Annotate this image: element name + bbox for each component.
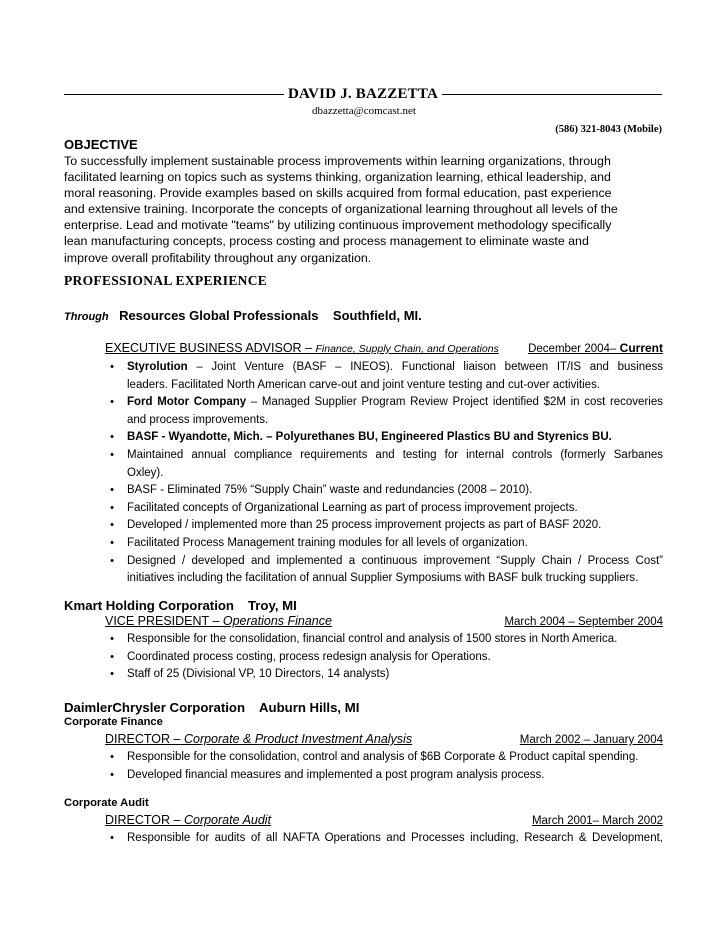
list-item bbox=[105, 666, 663, 684]
bullet-glyph: • bbox=[110, 768, 114, 781]
bullet-line: Facilitated concepts of Organizational Learning as part of process improvement projects. bbox=[127, 501, 578, 514]
list-item bbox=[105, 535, 663, 553]
title-text: DIRECTOR bbox=[105, 732, 171, 746]
position-title bbox=[105, 614, 332, 628]
bullet-line: Maintained annual compliance requirements and testing for internal controls (formerly Sarbanes bbox=[127, 448, 663, 461]
bullet-bold-text: Styrolution bbox=[127, 361, 188, 373]
bullet-glyph: • bbox=[110, 668, 114, 681]
list-item bbox=[105, 649, 663, 667]
list-item bbox=[105, 482, 663, 500]
title-dash: – bbox=[301, 341, 316, 355]
bullet-glyph: • bbox=[110, 650, 114, 663]
bullet-line: Staff of 25 (Divisional VP, 10 Directors, 14 analysts) bbox=[127, 668, 390, 681]
list-item bbox=[105, 517, 663, 535]
candidate-name: DAVID J. BAZZETTA bbox=[288, 85, 438, 102]
bullet-line: Facilitated Process Management training modules for all levels of organization. bbox=[127, 536, 528, 549]
position-director-finance bbox=[105, 732, 663, 746]
list-item bbox=[105, 429, 663, 447]
employer-name: Kmart Holding Corporation bbox=[64, 598, 234, 613]
title-text: EXECUTIVE BUSINESS ADVISOR bbox=[105, 341, 302, 355]
employer-location: Auburn Hills, MI bbox=[259, 700, 360, 715]
title-text: VICE PRESIDENT bbox=[105, 614, 209, 628]
objective-heading: OBJECTIVE bbox=[64, 137, 138, 152]
list-item bbox=[105, 749, 663, 767]
bullet-list-resources bbox=[105, 359, 663, 588]
bullet-line: Responsible for the consolidation, control and analysis of $6B Corporate & Product capital spending. bbox=[127, 751, 639, 763]
objective-line: facilitated learning on topics such as systems thinking, organization learning, ethical leadership, and bbox=[64, 170, 611, 185]
list-item bbox=[105, 830, 663, 848]
bullet-list-corporate-audit bbox=[105, 830, 663, 848]
bullet-line bbox=[127, 394, 663, 412]
title-dash: – bbox=[170, 813, 184, 827]
bullet-glyph: • bbox=[110, 361, 114, 373]
bullet-line: leaders. Facilitated North American carve-out and joint venture testing and cut-over activities. bbox=[127, 378, 601, 391]
dates-start: December 2004– bbox=[528, 343, 617, 355]
bullet-line: Developed / implemented more than 25 process improvement projects as part of BASF 2020. bbox=[127, 519, 602, 532]
bullet-text: – Managed Supplier Program Review Project identified $2M in cost recoveries bbox=[246, 396, 663, 409]
phone-number: (586) 321-8043 (Mobile) bbox=[555, 124, 662, 135]
position-vice-president bbox=[105, 614, 663, 628]
list-item bbox=[105, 447, 663, 482]
division-corporate-audit: Corporate Audit bbox=[64, 797, 149, 809]
bullet-line bbox=[127, 359, 663, 377]
bullet-glyph: • bbox=[110, 396, 114, 409]
position-department: Operations Finance bbox=[222, 614, 332, 628]
objective-line: enterprise. Lead and motivate "teams" by utilizing continuous improvement methodology specifically bbox=[64, 218, 612, 233]
bullet-glyph: • bbox=[110, 519, 114, 532]
bullet-glyph: • bbox=[110, 431, 114, 444]
position-title bbox=[105, 732, 412, 746]
header-rule-right bbox=[442, 94, 662, 95]
bullet-glyph: • bbox=[110, 832, 114, 844]
position-executive-advisor bbox=[105, 341, 663, 355]
list-item bbox=[105, 394, 663, 429]
bullet-line: initiatives including the facilitation of annual Supplier Symposiums with BASF bulk trucking suppliers. bbox=[127, 572, 639, 585]
employer-name: Resources Global Professionals bbox=[119, 308, 319, 323]
employer-name: DaimlerChrysler Corporation bbox=[64, 700, 246, 715]
position-dates bbox=[528, 341, 663, 355]
through-label: Through bbox=[64, 311, 109, 323]
objective-line: lean manufacturing concepts, process costing and process management to eliminate waste and bbox=[64, 234, 589, 249]
list-item bbox=[105, 631, 663, 649]
position-department: Corporate & Product Investment Analysis bbox=[183, 732, 413, 746]
bullet-glyph: • bbox=[110, 484, 114, 497]
bullet-line bbox=[127, 429, 663, 447]
list-item bbox=[105, 500, 663, 518]
bullet-bold-text: BASF - Wyandotte, Mich. – Polyurethanes BU, Engineered Plastics BU and Styrenics BU. bbox=[127, 431, 612, 444]
position-department: Corporate Audit bbox=[183, 813, 272, 827]
bullet-text: – Joint Venture (BASF – INEOS). Functional liaison between IT/IS and business bbox=[187, 361, 663, 373]
list-item bbox=[105, 767, 663, 785]
objective-line: and extensive training. Incorporate the concepts of organizational learning throughout all levels of the bbox=[64, 202, 618, 217]
position-title bbox=[105, 813, 271, 827]
employer-location: Troy, MI bbox=[247, 598, 297, 613]
bullet-line: Designed / developed and implemented a continuous improvement “Supply Chain / Process Cost” bbox=[127, 554, 663, 567]
name-header bbox=[64, 84, 662, 104]
bullet-list-kmart bbox=[105, 631, 663, 684]
bullet-line: and process improvements. bbox=[127, 413, 269, 426]
list-item bbox=[105, 359, 663, 394]
bullet-line: BASF - Eliminated 75% “Supply Chain” waste and redundancies (2008 – 2010). bbox=[127, 484, 533, 497]
bullet-line: Responsible for audits of all NAFTA Operations and Processes including, Research & Development, bbox=[127, 832, 663, 844]
title-dash: – bbox=[170, 732, 184, 746]
bullet-line: Developed financial measures and implemented a post program analysis process. bbox=[127, 768, 545, 781]
employer-location: Southfield, MI. bbox=[332, 308, 422, 323]
position-dates: March 2004 – September 2004 bbox=[504, 616, 663, 628]
position-director-audit bbox=[105, 813, 663, 827]
bullet-list-corporate-finance bbox=[105, 749, 663, 784]
objective-line: To successfully implement sustainable process improvements within learning organizations, through bbox=[64, 154, 611, 168]
bullet-glyph: • bbox=[110, 554, 114, 567]
bullet-glyph: • bbox=[110, 501, 114, 514]
objective-line: improve overall profitability throughout any organization. bbox=[64, 250, 372, 265]
dates-end: Current bbox=[616, 341, 663, 355]
employer-daimlerchrysler bbox=[64, 700, 359, 715]
bullet-glyph: • bbox=[110, 633, 114, 645]
bullet-bold-text: Ford Motor Company bbox=[127, 396, 247, 409]
position-dates: March 2002 – January 2004 bbox=[519, 734, 663, 746]
title-text: DIRECTOR bbox=[105, 813, 171, 827]
bullet-line: Responsible for the consolidation, financial control and analysis of 1500 stores in North America. bbox=[127, 633, 618, 645]
bullet-glyph: • bbox=[110, 536, 114, 549]
header-rule-left bbox=[64, 94, 284, 95]
experience-heading: PROFESSIONAL EXPERIENCE bbox=[64, 273, 268, 288]
position-department: Finance, Supply Chain, and Operations bbox=[315, 343, 499, 355]
objective-line: moral reasoning. Provide examples based on skills acquired from formal education, past experience bbox=[64, 186, 612, 201]
employer-kmart bbox=[64, 598, 297, 613]
title-dash: – bbox=[208, 614, 223, 628]
bullet-glyph: • bbox=[110, 751, 114, 763]
bullet-glyph: • bbox=[110, 448, 114, 461]
email-address: dbazzetta@comcast.net bbox=[312, 105, 416, 117]
objective-text bbox=[64, 153, 664, 266]
employer-resources-global bbox=[64, 307, 422, 325]
list-item bbox=[105, 553, 663, 588]
bullet-line: Oxley). bbox=[127, 466, 164, 479]
bullet-line: Coordinated process costing, process redesign analysis for Operations. bbox=[127, 650, 491, 663]
division-corporate-finance: Corporate Finance bbox=[64, 716, 163, 728]
position-title bbox=[105, 341, 499, 355]
position-dates: March 2001– March 2002 bbox=[531, 815, 663, 827]
